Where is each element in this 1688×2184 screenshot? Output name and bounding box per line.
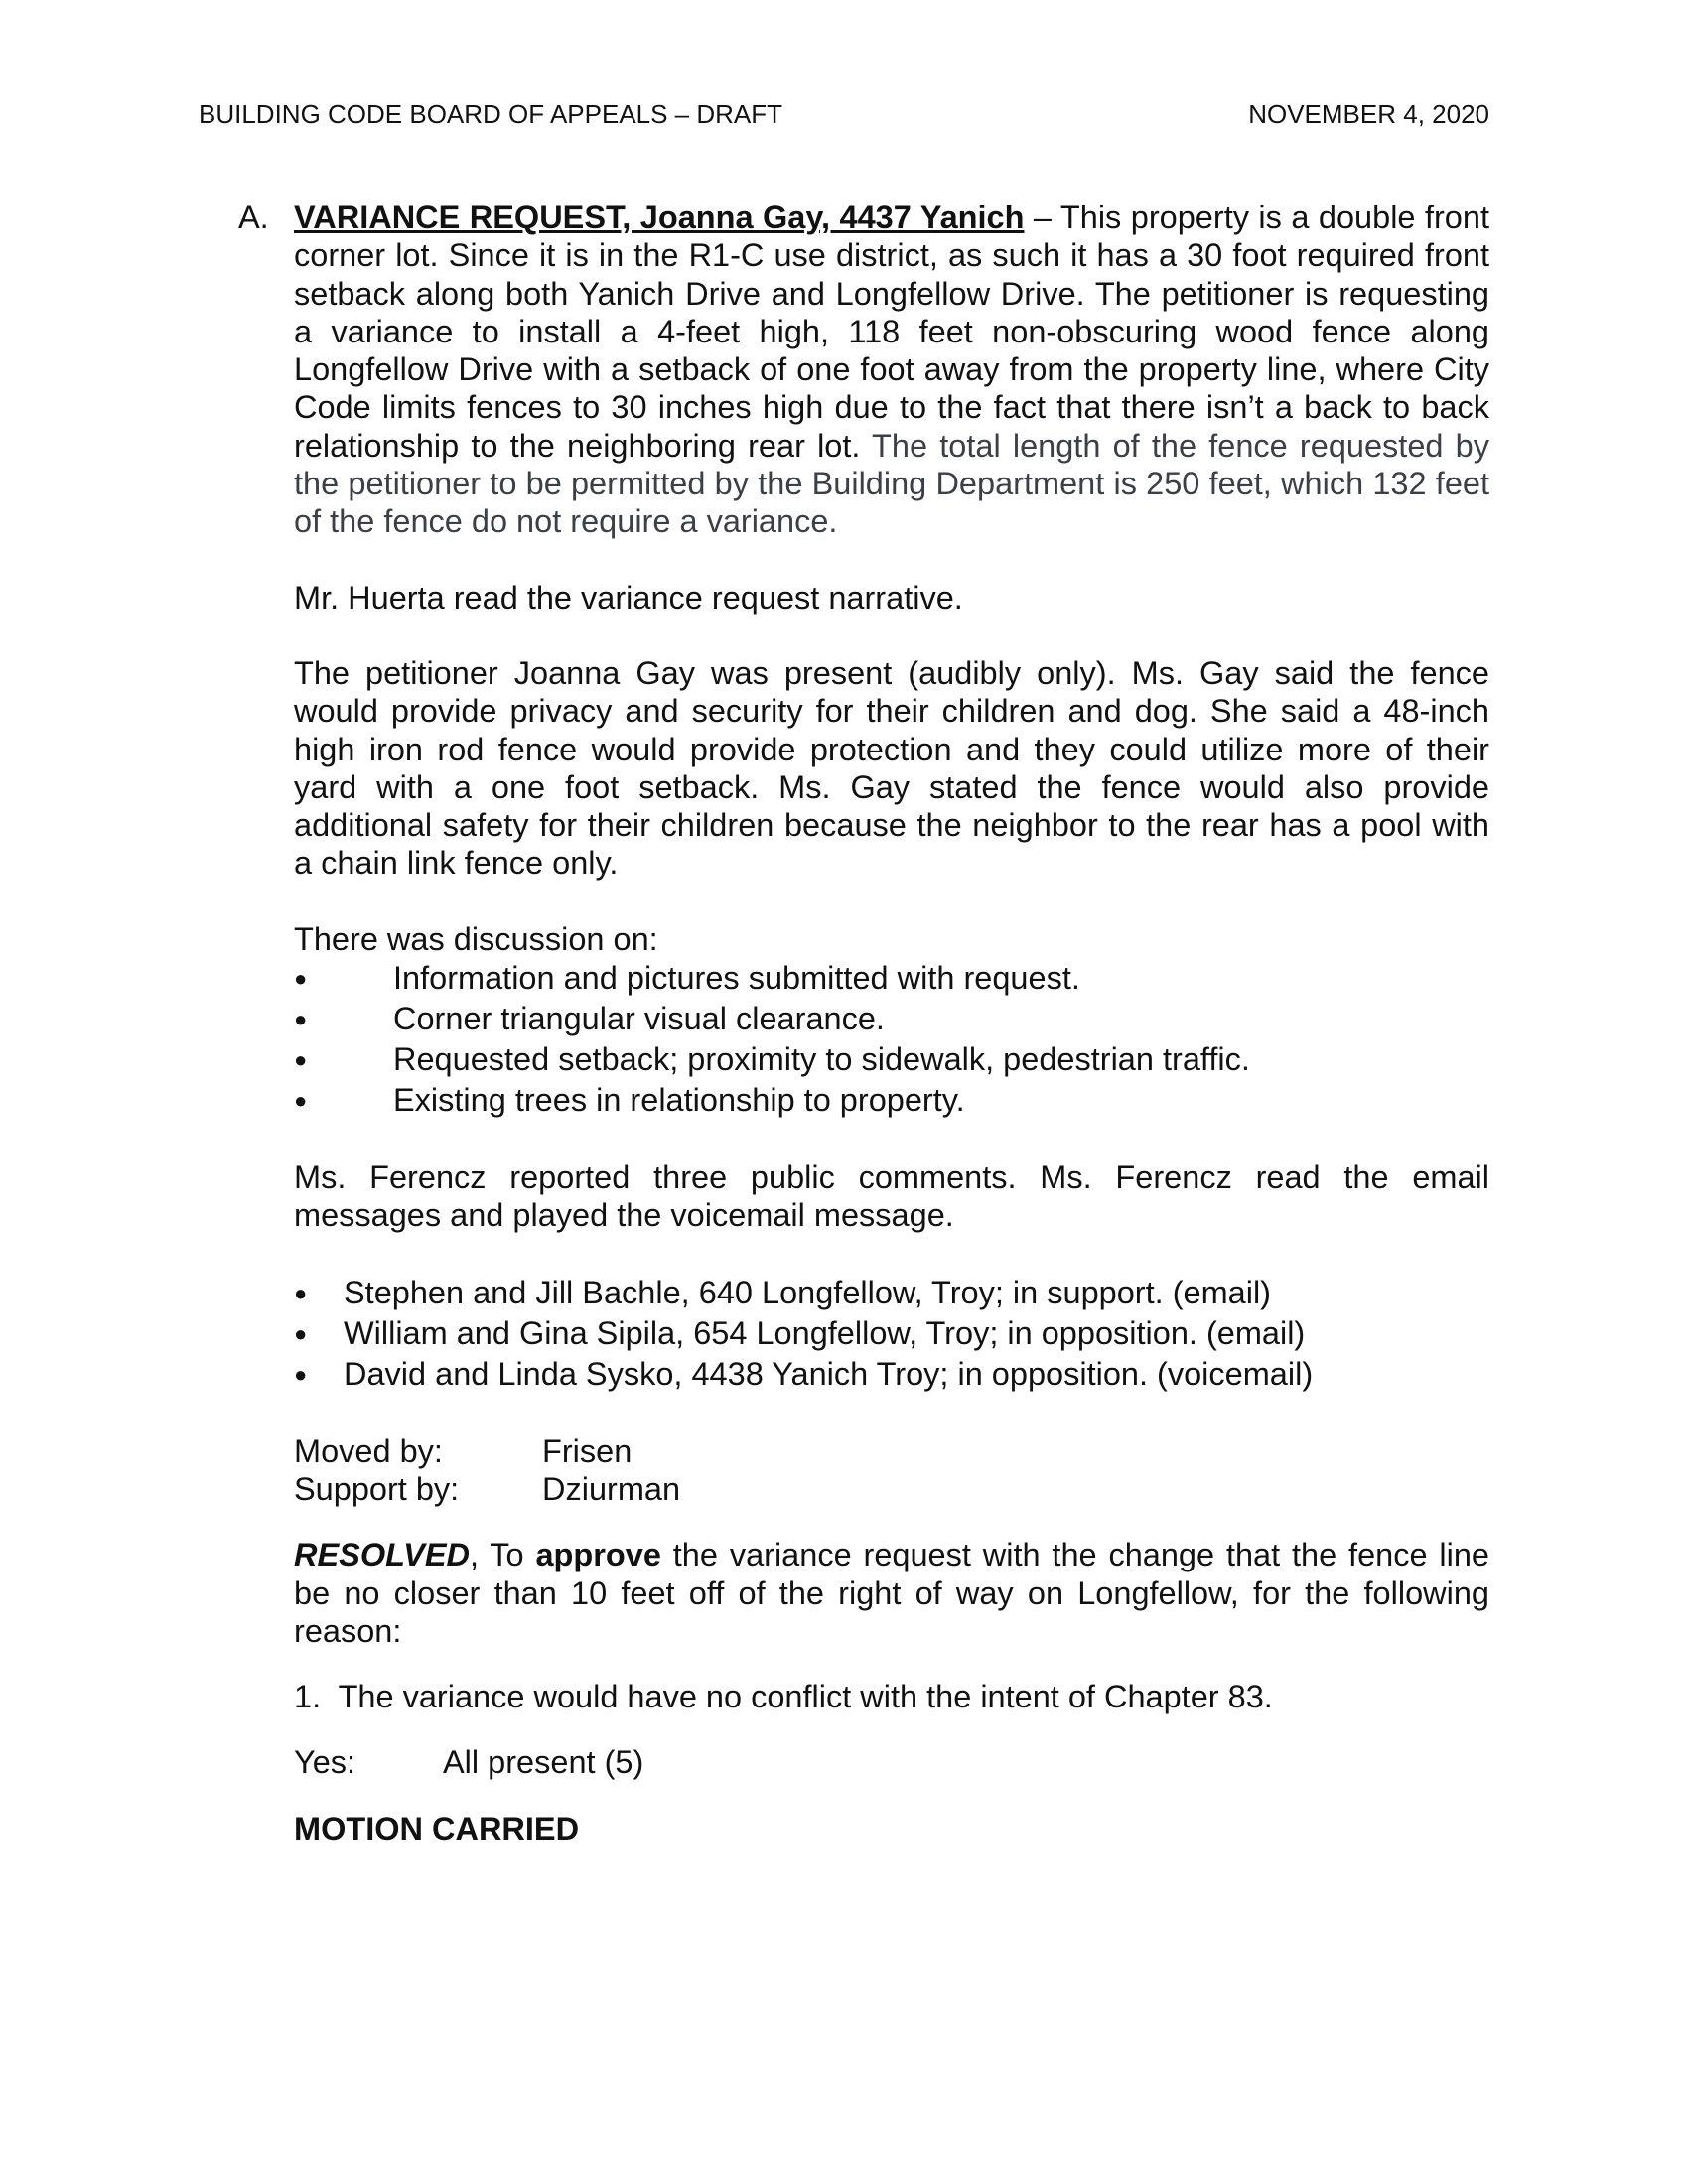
bullet-disc-icon: ●	[294, 1047, 308, 1073]
bullet-disc-icon: ●	[294, 1320, 308, 1346]
motion-outcome: MOTION CARRIED	[294, 1810, 580, 1846]
list-item: ● Existing trees in relationship to property.	[294, 1080, 1489, 1121]
discussion-intro: There was discussion on:	[294, 920, 658, 957]
moved-by-value: Frisen	[542, 1433, 633, 1469]
bullet-disc-icon: ●	[294, 1088, 308, 1114]
resolved-word: RESOLVED	[294, 1537, 470, 1573]
heading-dash: –	[1024, 200, 1060, 235]
page-header	[199, 99, 1489, 139]
item-heading: VARIANCE REQUEST, Joanna Gay, 4437 Yanich	[294, 200, 1025, 235]
moved-by-row	[294, 1433, 1489, 1470]
bullet-disc-icon: ●	[294, 1007, 308, 1032]
vote-row	[294, 1743, 1489, 1781]
support-by-label: Support by:	[294, 1470, 460, 1507]
bullet-disc-icon: ●	[294, 966, 308, 992]
item-intro-extra: The total length of the fence requested by the petitioner to be permitted by the Building Department is 250 feet, which 132 feet of the fence do not require a variance.	[294, 427, 1489, 540]
header-date: NOVEMBER 4, 2020	[1248, 99, 1489, 129]
narrative-read-text: Mr. Huerta read the variance request narrative.	[294, 579, 963, 615]
list-item: ● Information and pictures submitted with request.	[294, 958, 1489, 999]
approve-word: approve	[535, 1537, 661, 1573]
bullet-disc-icon: ●	[294, 1280, 308, 1305]
list-item: ● Requested setback; proximity to sidewalk, pedestrian traffic.	[294, 1039, 1489, 1080]
moved-by-label: Moved by:	[294, 1433, 443, 1469]
item-intro-text: This property is a double front corner lot. Since it is in the R1-C use district, as such it has a 30 foot required front setback along both Yanich Drive and Longfellow Drive. The petitioner is requesting a variance to install a 4-feet high, 118 feet non-obscuring wood fence along Longfellow Drive with a setback of one foot away from the property line, where City Code limits fences to 30 inches high due to the fact that there isn’t a back to back relationship to the neighboring rear lot.	[294, 200, 1489, 464]
comments-list	[294, 1273, 1489, 1395]
petitioner-paragraph: The petitioner Joanna Gay was present (audibly only). Ms. Gay said the fence would provide privacy and security for their children and dog. She said a 48-inch high iron rod fence would provide protection and they could utilize more of their yard with a one foot setback. Ms. Gay stated the fence would also provide additional safety for their children because the neighbor to the rear has a pool with a chain link fence only.	[294, 654, 1489, 882]
item-intro-paragraph	[294, 199, 1489, 541]
list-item: ● William and Gina Sipila, 654 Longfellow, Troy; in opposition. (email)	[294, 1313, 1489, 1354]
public-comments-paragraph: Ms. Ferencz reported three public comments. Ms. Ferencz read the email messages and played the voicemail message.	[294, 1160, 1489, 1234]
header-board-title: BUILDING CODE BOARD OF APPEALS – DRAFT	[199, 99, 783, 129]
yes-label: Yes:	[294, 1744, 356, 1781]
yes-value: All present (5)	[443, 1744, 644, 1781]
resolution-paragraph: RESOLVED, To approve the variance request with the change that the fence line be no closer than 10 feet off of the right of way on Longfellow, for the following reason:	[294, 1537, 1489, 1649]
support-by-row	[294, 1470, 1489, 1508]
bullet-disc-icon: ●	[294, 1361, 308, 1387]
list-item: ● David and Linda Sysko, 4438 Yanich Troy; in opposition. (voicemail)	[294, 1354, 1489, 1395]
discussion-list	[294, 958, 1489, 1121]
variance-item	[238, 199, 1489, 1847]
support-by-value: Dziurman	[542, 1470, 681, 1507]
reason-item: 1. The variance would have no conflict with the intent of Chapter 83.	[294, 1679, 1273, 1715]
item-letter: A.	[238, 200, 269, 235]
list-item: ● Corner triangular visual clearance.	[294, 999, 1489, 1039]
list-item: ● Stephen and Jill Bachle, 640 Longfellow, Troy; in support. (email)	[294, 1273, 1489, 1313]
